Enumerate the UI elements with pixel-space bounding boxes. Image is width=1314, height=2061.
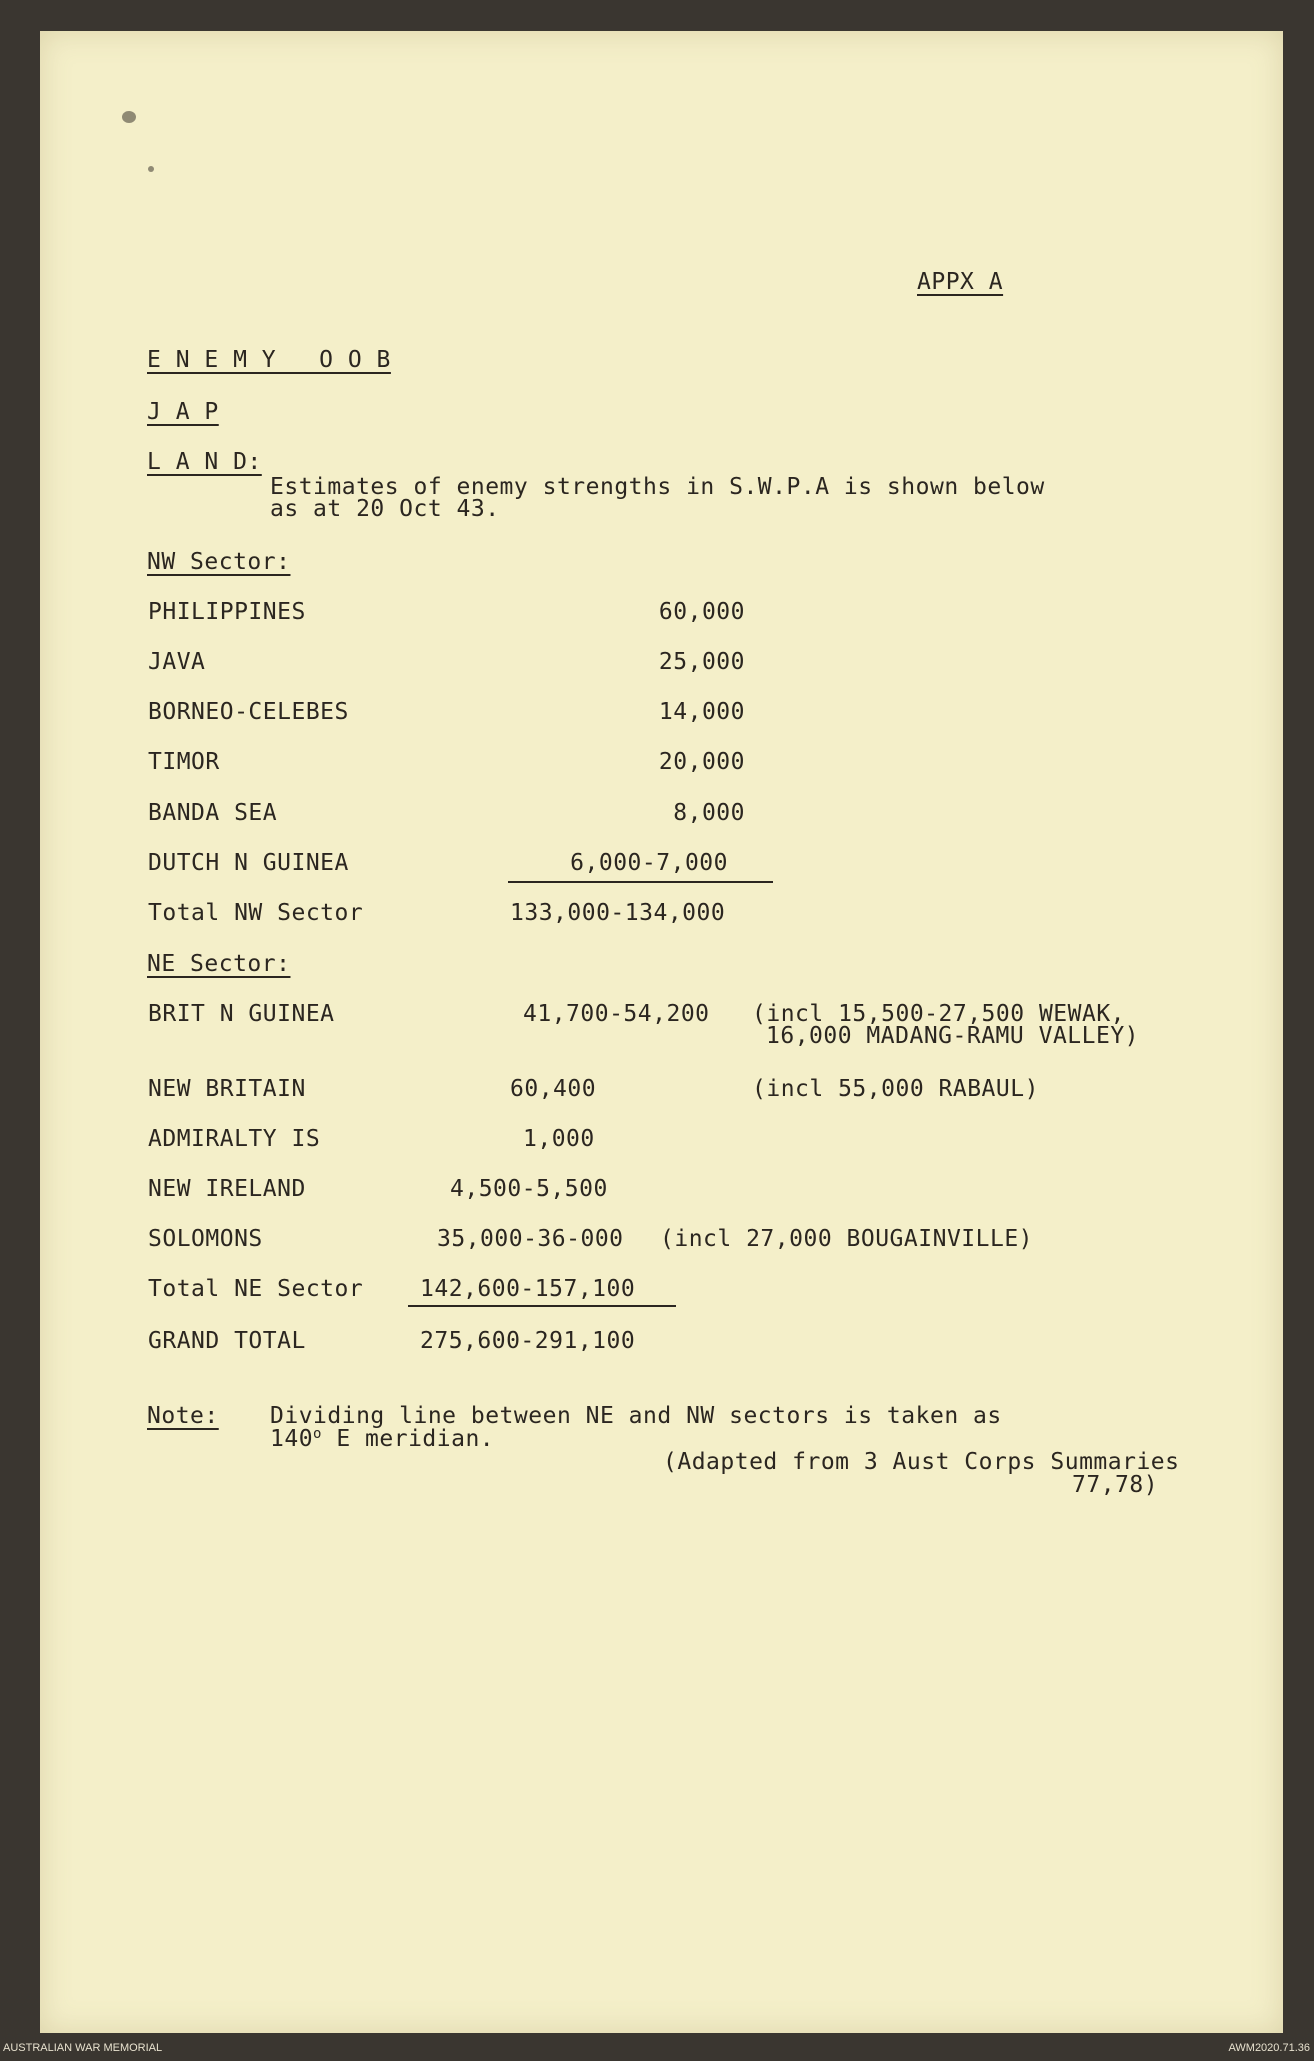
ne-row-value: 35,000-36-000 [437,1226,624,1252]
ne-total-value: 142,600-157,100 [420,1276,636,1302]
nw-row-label: DUTCH N GUINEA [148,850,349,876]
ne-row-value: 41,700-54,200 [523,1001,710,1027]
nw-row-label: JAVA [148,649,206,675]
ne-row-note: (incl 27,000 BOUGAINVILLE) [660,1226,1034,1252]
ne-row-label: NEW BRITAIN [148,1076,306,1102]
ink-smudge [122,111,136,123]
ne-row-label: ADMIRALTY IS [148,1126,321,1152]
nw-row-value: 6,000-7,000 [570,850,728,876]
nw-row-label: BORNEO-CELEBES [148,699,349,725]
note-line-2: 140$^o$ E meridian. [270,1426,495,1452]
nw-row-value: 25,000 [658,649,745,675]
grand-total-value: 275,600-291,100 [420,1328,636,1354]
total-rule [408,1305,676,1307]
ne-row-note: (incl 55,000 RABAUL) [752,1076,1039,1102]
document-subheading: J A P [147,399,219,425]
note-label: Note: [147,1403,219,1429]
nw-row-value: 20,000 [658,749,745,775]
grand-total-label: GRAND TOTAL [148,1328,306,1354]
nw-total-value: 133,000-134,000 [510,900,726,926]
source-line-2: 77,78) [1072,1472,1159,1498]
intro-line-1: Estimates of enemy strengths in S.W.P.A is shown below [270,474,1045,500]
note-line-1: Dividing line between NE and NW sectors is taken as [270,1403,1002,1429]
nw-row-value: 60,000 [658,599,745,625]
appendix-label: APPX A [917,269,1004,295]
ne-row-value: 4,500-5,500 [450,1176,608,1202]
archive-reference: AWM2020.71.36 [1228,2042,1310,2054]
nw-sector-heading: NW Sector: [147,549,291,575]
ne-row-label: BRIT N GUINEA [148,1001,335,1027]
ne-row-note-cont: 16,000 MADANG-RAMU VALLEY) [766,1023,1140,1049]
ne-row-value: 60,400 [510,1076,597,1102]
nw-row-label: BANDA SEA [148,800,278,826]
nw-row-value: 8,000 [673,800,745,826]
nw-row-label: PHILIPPINES [148,599,306,625]
ne-sector-heading: NE Sector: [147,951,291,977]
nw-total-label: Total NW Sector [148,900,364,926]
document-heading: E N E M Y O O B [147,347,391,373]
source-line-1: (Adapted from 3 Aust Corps Summaries [663,1449,1180,1475]
ne-row-value: 1,000 [523,1126,595,1152]
nw-row-value: 14,000 [658,699,745,725]
intro-line-2: as at 20 Oct 43. [270,496,500,522]
document-page [40,31,1283,2033]
ink-smudge [148,166,154,172]
nw-row-label: TIMOR [148,749,220,775]
land-label: L A N D: [147,449,262,475]
ne-total-label: Total NE Sector [148,1276,364,1302]
archive-credit: AUSTRALIAN WAR MEMORIAL [3,2042,163,2054]
subtotal-rule [508,881,773,883]
ne-row-label: NEW IRELAND [148,1176,306,1202]
ne-row-note: (incl 15,500-27,500 WEWAK, [752,1001,1126,1027]
ne-row-label: SOLOMONS [148,1226,263,1252]
